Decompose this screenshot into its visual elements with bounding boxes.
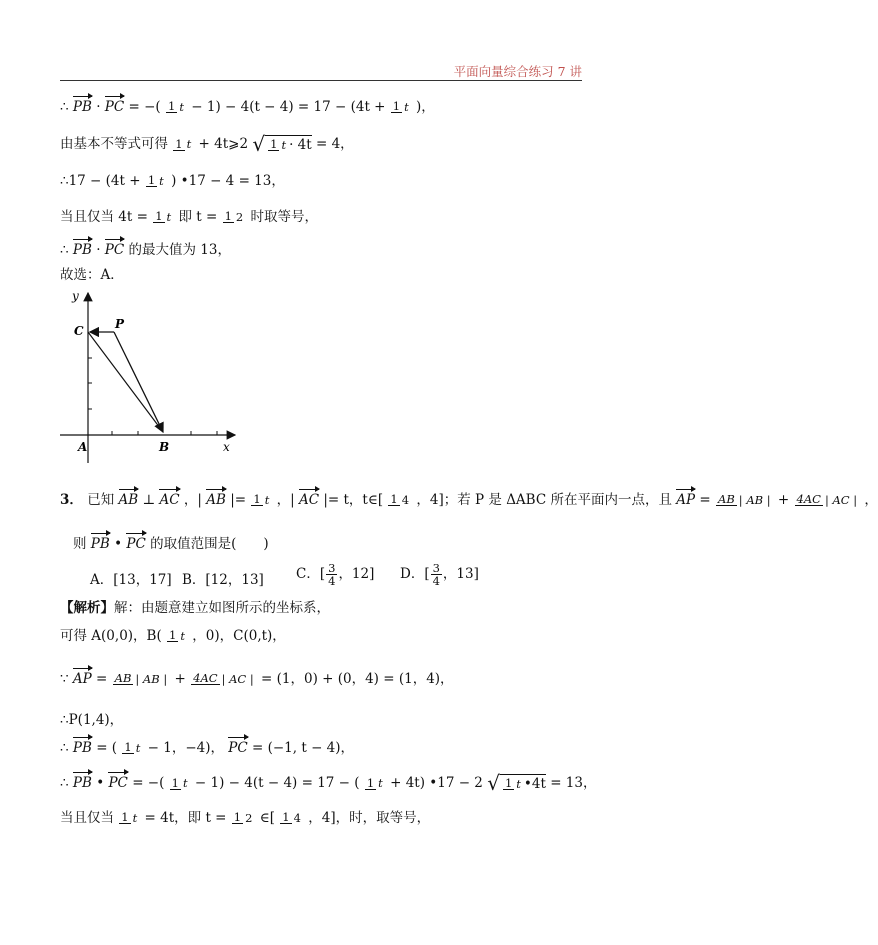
coordinate-figure	[55, 285, 245, 460]
text: = (−1, t − 4)，	[252, 739, 355, 756]
point-c-label: C	[74, 324, 84, 338]
text: ∴	[60, 739, 69, 756]
fraction: 4AC | AC |	[193, 671, 254, 686]
fraction: 1 t	[155, 209, 172, 224]
text: ∴	[60, 241, 69, 258]
vector-ac: AC	[159, 491, 180, 508]
text: = 4t，即 t =	[144, 809, 227, 826]
point-b-label: B	[159, 440, 170, 454]
segment-cb	[88, 332, 163, 432]
solution-step-7	[60, 808, 430, 827]
text: − 1) − 4(t − 4) = 17 − (	[194, 775, 360, 791]
solution-step-2	[60, 626, 286, 645]
text: 当且仅当 4t =	[60, 208, 148, 225]
text: ，	[864, 491, 878, 508]
fraction: 1 t	[124, 740, 141, 755]
solution-line-2	[60, 134, 354, 154]
text: ，4]；若 P 是 ΔABC 所在平面内一点，且	[416, 491, 672, 508]
text: + 4t) •17 − 2	[390, 775, 483, 791]
solution-step-4: ∴P(1,4)，	[60, 712, 124, 728]
vector-pb: PB	[72, 775, 92, 791]
vector-pc: PC	[108, 775, 128, 791]
text: )，	[416, 98, 435, 115]
fraction: 1 2	[224, 209, 244, 224]
text: +	[777, 491, 790, 508]
vector-pb: PB	[72, 98, 92, 115]
vector-ap: AP	[676, 491, 696, 508]
text: ·	[96, 241, 101, 258]
fraction: 1 t	[175, 136, 192, 152]
sqrt: √ 1 t •4t	[487, 771, 546, 795]
solution-line-1	[60, 97, 435, 116]
text: ⊥	[142, 491, 156, 508]
text: •	[114, 535, 123, 552]
text: ) •17 − 4 = 13，	[171, 172, 285, 189]
point-a-label: A	[78, 440, 88, 454]
option-c[interactable]: C．[ $\frac{3}{4}$ ，12]	[296, 561, 375, 588]
solution-line-3	[60, 171, 285, 190]
text: = −(	[132, 775, 165, 791]
text: ，|	[183, 491, 202, 508]
text: = −(	[128, 98, 161, 115]
text: ∴	[60, 98, 69, 115]
solution-step-3	[60, 669, 454, 688]
point-p-label: P	[115, 317, 125, 331]
fraction: 1 t	[253, 492, 270, 507]
text: 的最大值为 13，	[128, 241, 231, 258]
vector-ab: AB	[118, 491, 139, 508]
text: = (	[96, 739, 118, 756]
vector-pc: PC	[104, 241, 125, 258]
text: |=	[230, 491, 247, 508]
option-d[interactable]: D．[ $\frac{3}{4}$ ，13]	[400, 561, 479, 588]
sqrt: √ 1 t · 4t	[252, 132, 312, 156]
vector-pb-arrow	[114, 332, 163, 432]
y-axis-label: y	[72, 289, 79, 303]
solution-line-4	[60, 207, 318, 226]
text: 则	[73, 535, 87, 552]
vector-pb: PB	[90, 535, 110, 552]
text: ·	[96, 98, 101, 115]
fraction: 1 4	[390, 492, 410, 507]
vector-pc: PC	[228, 739, 248, 756]
text: ∴17 − (4t +	[60, 172, 141, 189]
text: ∈[	[259, 809, 275, 826]
text: ∵	[60, 670, 69, 687]
problem-3-question	[73, 534, 269, 553]
fraction: 1 t	[169, 628, 185, 643]
vector-ac: AC	[298, 491, 320, 508]
page-header	[60, 60, 582, 81]
x-axis-label: x	[223, 440, 230, 454]
problem-3-statement	[60, 490, 878, 509]
vector-ap: AP	[72, 670, 92, 687]
text: =	[96, 670, 108, 687]
analysis-tag: 【解析】	[60, 599, 114, 616]
text: =	[699, 491, 711, 508]
option-b[interactable]: B．[12，13]	[182, 572, 264, 588]
fraction: 1 t	[121, 810, 138, 825]
solution-step-6	[60, 773, 596, 793]
text: 由基本不等式可得	[60, 136, 168, 152]
text: = 13，	[550, 775, 597, 791]
text: − 1，−4)，	[147, 739, 224, 756]
text: ，4]，时，取等号，	[308, 809, 431, 826]
text: 当且仅当	[60, 809, 114, 826]
solution-step-5	[60, 738, 354, 757]
solution-intro	[60, 598, 330, 617]
vector-pb: PB	[72, 739, 92, 756]
text: +	[174, 670, 186, 687]
header-title: 平面向量综合练习 7 讲	[453, 64, 582, 79]
vector-pb: PB	[72, 241, 92, 258]
fraction: 1 4	[282, 810, 301, 825]
solution-line-5	[60, 240, 231, 259]
text: − 1) − 4(t − 4) = 17 − (4t +	[191, 98, 386, 115]
text: ，0)，C(0,t)，	[192, 627, 286, 644]
vector-pc: PC	[104, 98, 125, 115]
vector-pc: PC	[126, 535, 146, 552]
text: 可得 A(0,0)，B(	[60, 627, 162, 644]
text: 的取值范围是( )	[150, 535, 269, 552]
text: = 4，	[315, 136, 354, 152]
text: = (1，0) + (0，4) = (1，4)，	[261, 670, 454, 687]
fraction: 1 t	[171, 775, 188, 791]
fraction: 1 t	[366, 775, 383, 791]
text: 即 t =	[178, 208, 218, 225]
solution-line-6: 故选：A．	[60, 267, 124, 283]
text: ，|	[276, 491, 295, 508]
fraction: 4AC | AC |	[796, 492, 858, 507]
text: ∴	[60, 775, 69, 791]
problem-number: 3．	[60, 491, 83, 508]
vector-ab: AB	[206, 491, 226, 508]
text: + 4t⩾2	[198, 136, 249, 152]
fraction: 1 t	[168, 99, 184, 114]
fraction: AB | AB |	[718, 492, 771, 507]
fraction: 1 t	[147, 173, 164, 188]
fraction: 1 2	[233, 810, 253, 825]
fraction: AB | AB |	[114, 671, 168, 686]
text: 已知	[87, 491, 115, 508]
fraction: 1 t	[392, 99, 409, 114]
option-a[interactable]: A．[13，17]	[90, 572, 172, 588]
text: 解：由题意建立如图所示的坐标系，	[114, 599, 330, 616]
text: |= t，t∈[	[323, 491, 384, 508]
text: •	[96, 775, 105, 791]
text: 时取等号，	[250, 208, 319, 225]
